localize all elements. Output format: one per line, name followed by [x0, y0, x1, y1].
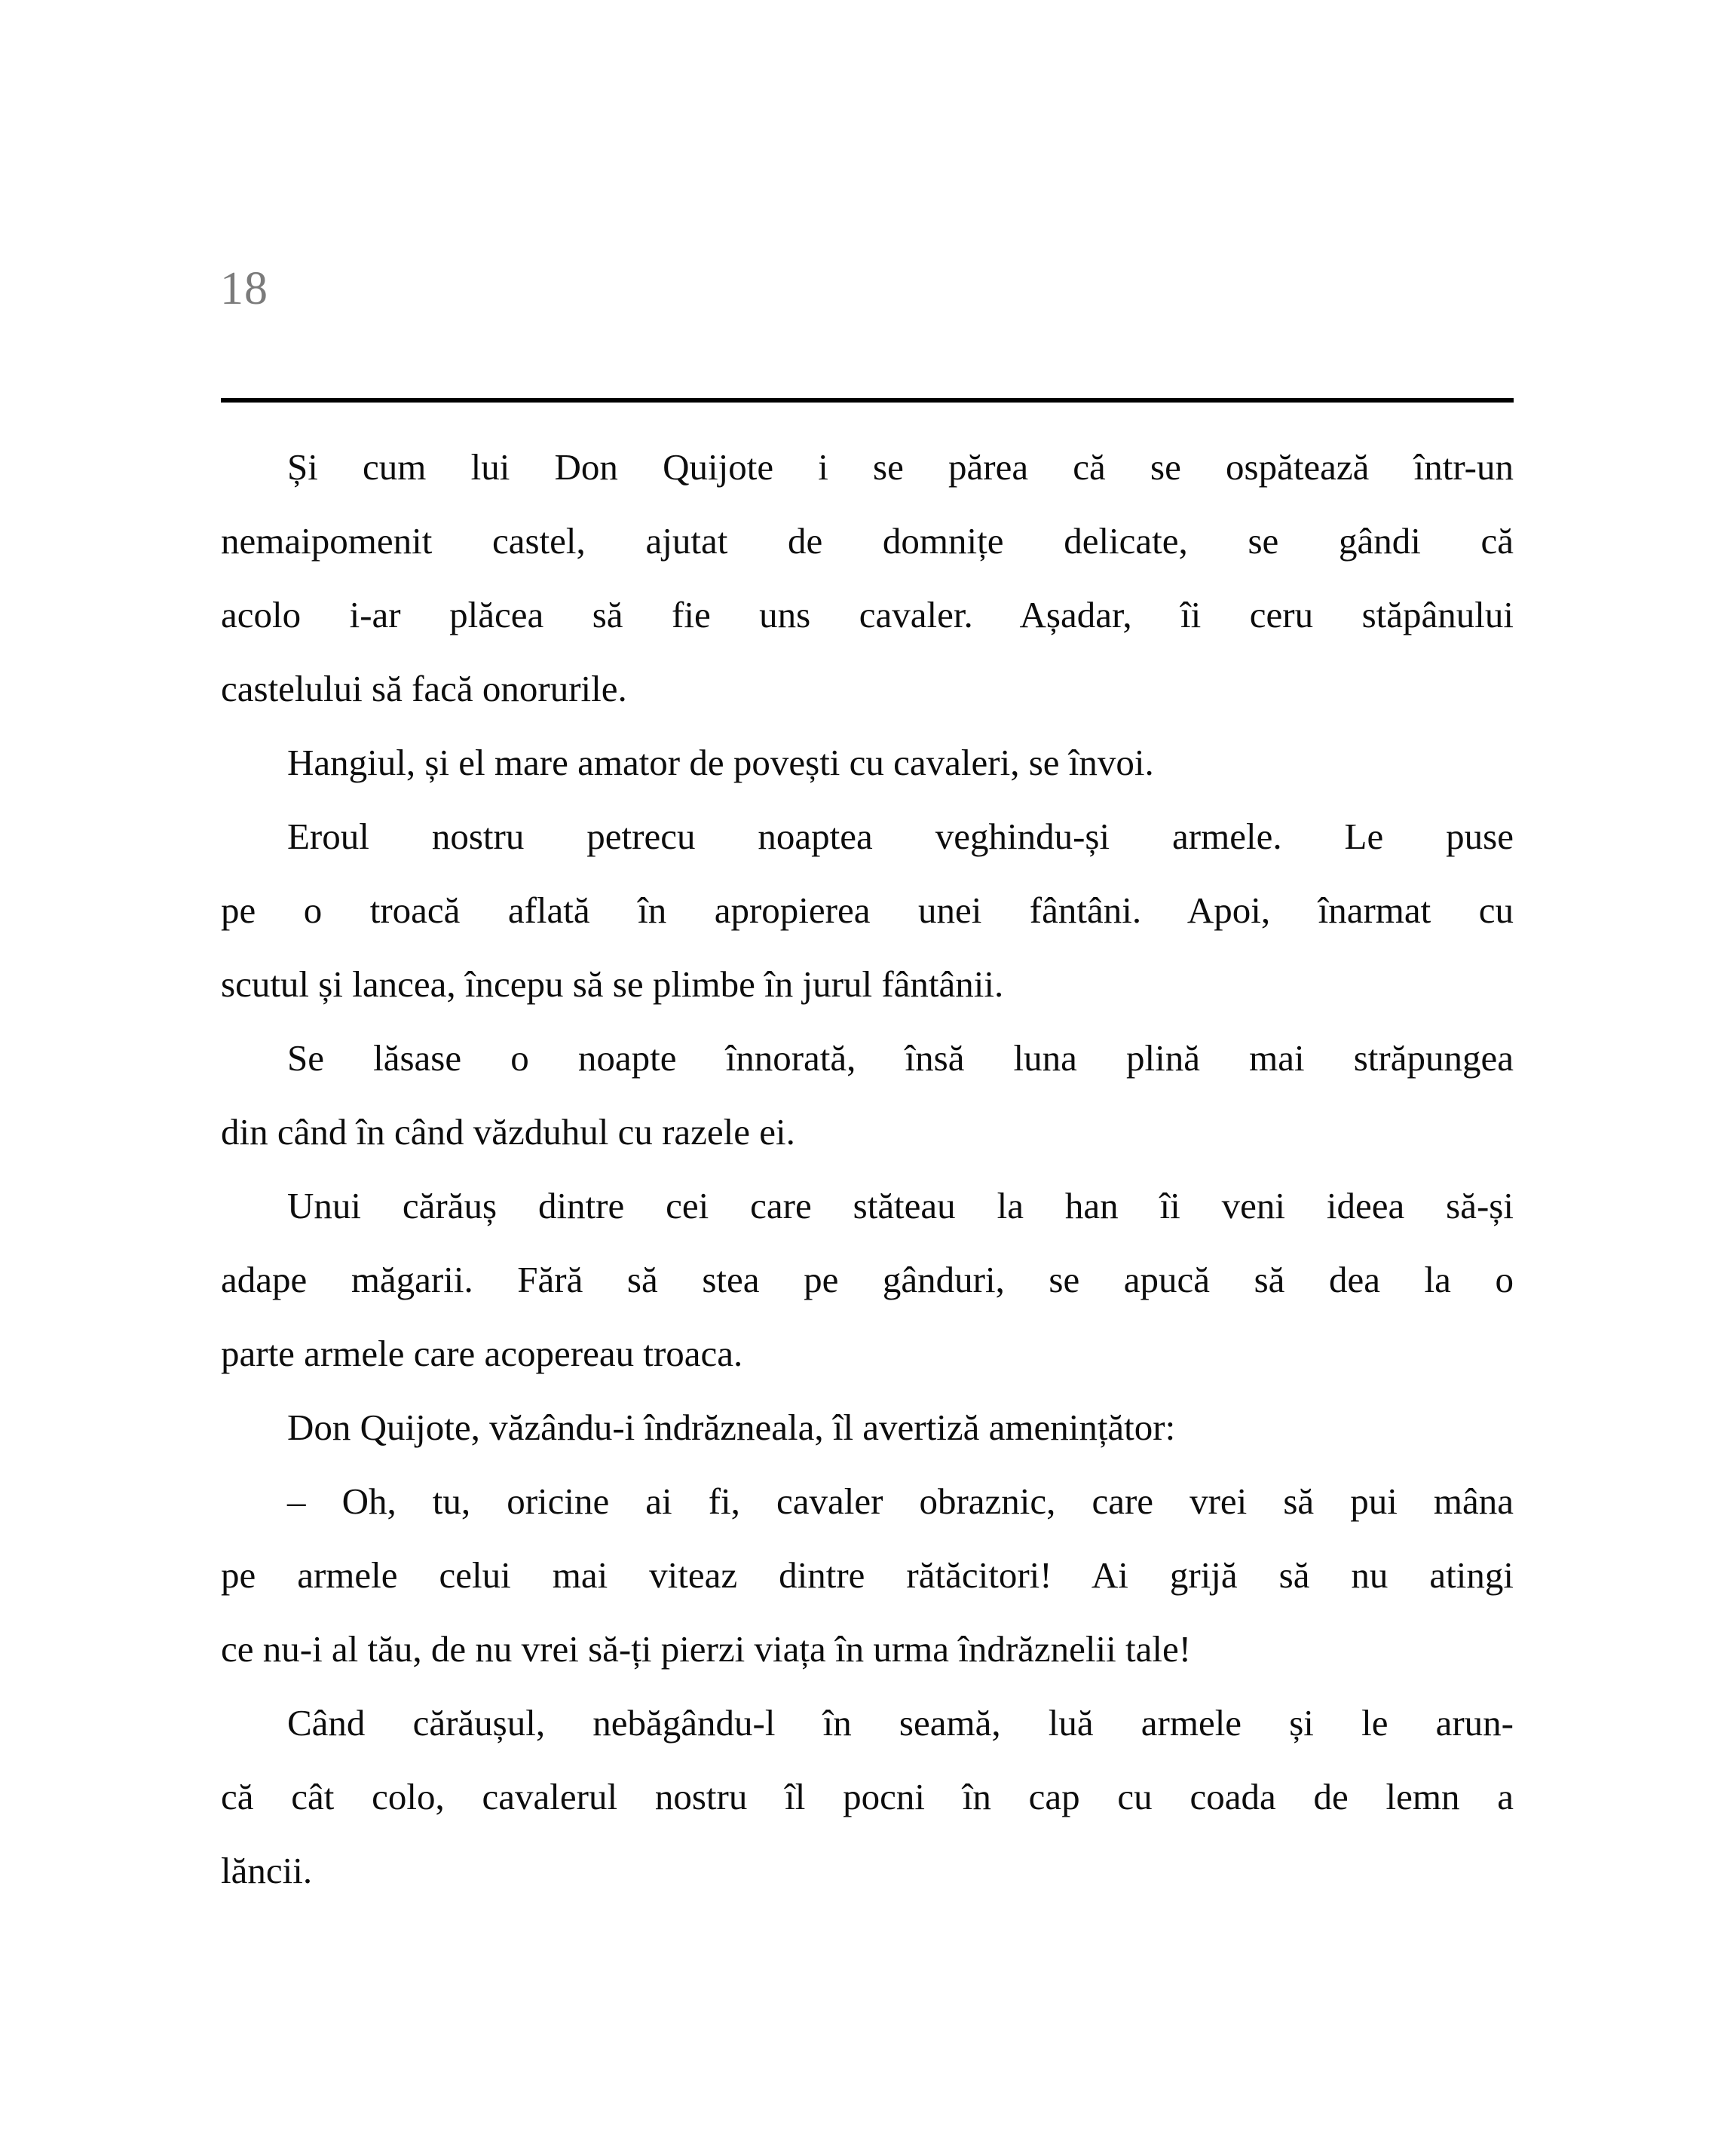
text-line: pe o troacă aflată în apropierea unei fântâni. Apoi, înarmat cu: [221, 889, 1514, 931]
paragraph: [221, 1465, 1514, 1686]
page-number: 18: [220, 263, 268, 314]
text-line: Hangiul, și el mare amator de povești cu cavaleri, se învoi.: [287, 742, 1154, 783]
text-line: Eroul nostru petrecu noaptea veghindu-și armele. Le puse: [287, 816, 1514, 857]
text-line: ce nu-i al tău, de nu vrei să-ți pierzi viața în urma îndrăznelii tale!: [221, 1628, 1192, 1670]
text-line: nemaipomenit castel, ajutat de domnițe delicate, se gândi că: [221, 520, 1514, 562]
text-line: parte armele care acopereau troaca.: [221, 1333, 743, 1374]
paragraph: [221, 800, 1514, 1021]
text-line: Și cum lui Don Quijote i se părea că se ospătează într-un: [287, 446, 1514, 488]
text-line: – Oh, tu, oricine ai fi, cavaler obraznic, care vrei să pui mâna: [287, 1480, 1514, 1522]
paragraph: [221, 1021, 1514, 1169]
text-line: Don Quijote, văzându-i îndrăzneala, îl avertiză amenințător:: [287, 1407, 1176, 1448]
text-line: pe armele celui mai viteaz dintre rătăcitori! Ai grijă să nu atingi: [221, 1554, 1514, 1596]
text-line: castelului să facă onorurile.: [221, 668, 627, 709]
paragraph: [221, 1686, 1514, 1908]
paragraph: [221, 430, 1514, 726]
text-line: Când cărăușul, nebăgându-l în seamă, luă armele și le arun-: [287, 1702, 1514, 1744]
body-text: [221, 430, 1514, 1908]
text-line: că cât colo, cavalerul nostru îl pocni în cap cu coada de lemn a: [221, 1776, 1514, 1817]
text-line: acolo i-ar plăcea să fie uns cavaler. Așadar, îi ceru stăpânului: [221, 594, 1514, 635]
text-line: Unui cărăuș dintre cei care stăteau la han îi veni ideea să-și: [287, 1185, 1514, 1226]
paragraph: [221, 1391, 1514, 1465]
text-line: adape măgarii. Fără să stea pe gânduri, se apucă să dea la o: [221, 1259, 1514, 1300]
text-line: lăncii.: [221, 1850, 313, 1891]
text-line: Se lăsase o noapte înnorată, însă luna plină mai străpungea: [287, 1037, 1514, 1079]
paragraph: [221, 1169, 1514, 1391]
header-rule-divider: [221, 398, 1514, 403]
text-line: din când în când văzduhul cu razele ei.: [221, 1111, 795, 1153]
paragraph: [221, 726, 1514, 800]
text-line: scutul și lancea, începu să se plimbe în jurul fântânii.: [221, 963, 1004, 1005]
